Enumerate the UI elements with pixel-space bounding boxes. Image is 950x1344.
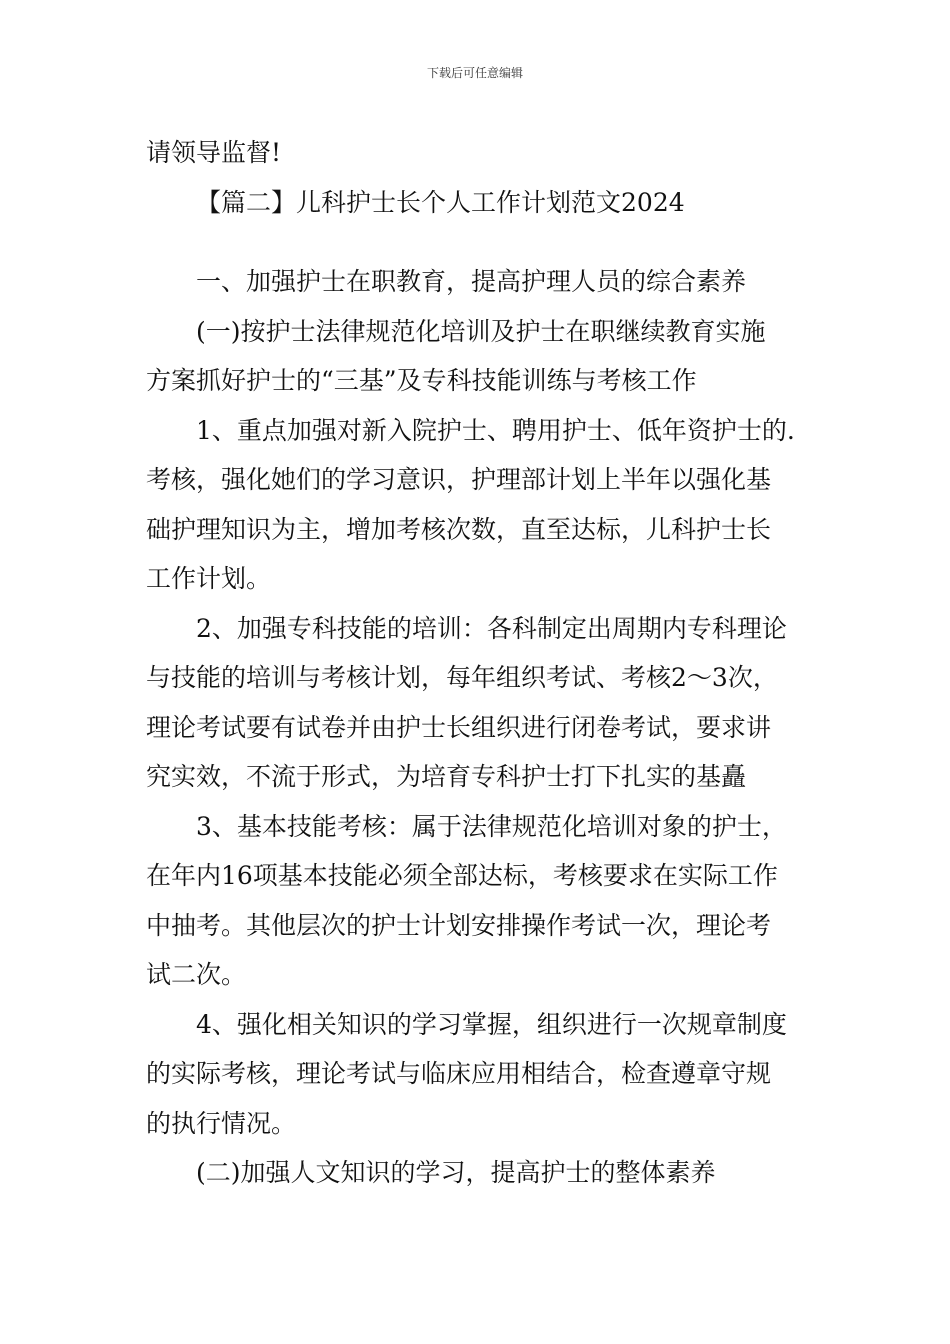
paragraph-line: 工作计划。 [146, 564, 272, 593]
paragraph-line: 理论考试要有试卷并由护士长组织进行闭卷考试，要求讲 [146, 712, 772, 742]
spacer [146, 227, 818, 257]
paragraph-line: 的执行情况。 [146, 1108, 297, 1138]
heading-level-2: (二)加强人文知识的学习，提高护士的整体素养 [196, 1158, 716, 1187]
list-item-4: 4、强化相关知识的学习掌握，组织进行一次规章制度 [196, 1009, 787, 1039]
paragraph-line: 试二次。 [146, 960, 247, 989]
heading-level-1: 一、加强护士在职教育，提高护理人员的综合素养 [196, 267, 747, 296]
paragraph-line: 考核，强化她们的学习意识，护理部计划上半年以强化基 [146, 465, 772, 494]
section-title: 【篇二】儿科护士长个人工作计划范文2024 [196, 187, 685, 217]
page-header: 下载后可任意编辑 [426, 66, 523, 80]
list-item-1: 1、重点加强对新入院护士、聘用护士、低年资护士的. [196, 415, 795, 445]
paragraph-line: 与技能的培训与考核计划，每年组织考试、考核2～3次， [146, 663, 778, 692]
paragraph-line: 方案抓好护士的“三基”及专科技能训练与考核工作 [146, 366, 697, 395]
paragraph-line: 请领导监督! [146, 138, 282, 167]
list-item-3: 3、基本技能考核：属于法律规范化培训对象的护士， [196, 811, 787, 841]
paragraph-line: 的实际考核，理论考试与临床应用相结合，检查遵章守规 [146, 1059, 772, 1088]
paragraph-line: 究实效，不流于形式，为培育专科护士打下扎实的基矗 [146, 762, 747, 791]
heading-level-2: (一)按护士法律规范化培训及护士在职继续教育实施 [196, 316, 766, 346]
document-body [146, 128, 818, 1198]
paragraph-line: 础护理知识为主，增加考核次数，直至达标，儿科护士长 [146, 514, 772, 544]
paragraph-line: 在年内16项基本技能必须全部达标，考核要求在实际工作 [146, 861, 778, 890]
paragraph-line: 中抽考。其他层次的护士计划安排操作考试一次，理论考 [146, 910, 772, 940]
list-item-2: 2、加强专科技能的培训：各科制定出周期内专科理论 [196, 613, 787, 643]
